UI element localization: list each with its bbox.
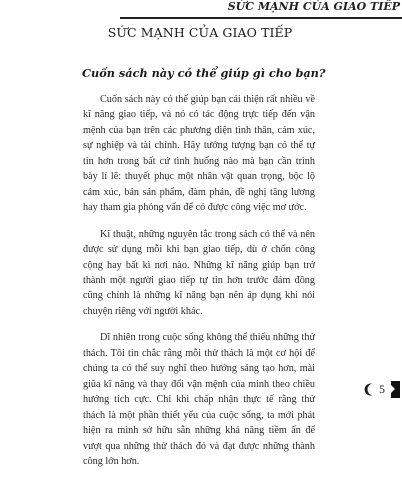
- crescent-moon-icon: [365, 383, 376, 396]
- running-header: [120, 0, 402, 19]
- paragraph-3: Dĩ nhiên trong cuộc sống không thể thiếu những thử thách. Tôi tin chắc rằng mỗi thử thách là một cơ hội để chúng ta có thể suy nghĩ theo hướng sáng tạo hơn, mài giũa kĩ năng và thay đổi vận mệnh của mình theo chiều hướng tích cực. Chỉ khi chấp nhận thực tế rằng thử thách là một phần thiết yếu của cuộc sống, ta mới phát hiện ra mình sở hữu sẵn những khả năng tiềm ẩn để vượt qua những thử thách đó và đạt được những thành công lớn hơn.: [83, 332, 315, 467]
- section-heading: Cuốn sách này có thể giúp gì cho bạn?: [82, 66, 326, 80]
- running-header-title: SỨC MẠNH CỦA GIAO TIẾP: [227, 0, 400, 13]
- page-edge-tab: [391, 381, 400, 398]
- page-number: 5: [379, 382, 385, 396]
- tab-notch: [391, 385, 395, 393]
- page-footer: [365, 381, 400, 398]
- chapter-title: SỨC MẠNH CỦA GIAO TIẾP: [107, 25, 293, 40]
- body-text: [83, 92, 315, 480]
- paragraph-1: Cuốn sách này có thể giúp bạn cải thiện rất nhiều về kĩ năng giao tiếp, và nó có tác động trực tiếp đến vận mệnh của bạn trên các phương diện tình thân, cảm xúc, sự nghiệp và tài chính. Hãy tưởng tượng bạn có thể tự tin hơn trong bất cứ tình huống nào mà bạn cần trình bày lí lẽ: thuyết phục một nhân vật quan trọng, bộc lộ cảm xúc, bán sản phẩm, đàm phán, đề nghị tăng lương hay tham gia phỏng vấn để có được công việc mơ ước.: [83, 94, 315, 214]
- paragraph-2: Kĩ thuật, những nguyên tắc trong sách có thể và nên được sử dụng mỗi khi bạn giao tiếp, dù ở chốn công cộng hay bất kì nơi nào. Những kĩ năng giúp bạn trở thành một người giao tiếp tự tin hơn trước đám đông cũng chính là những kĩ năng bạn nên áp dụng khi nói chuyện riêng với người khác.: [83, 228, 315, 317]
